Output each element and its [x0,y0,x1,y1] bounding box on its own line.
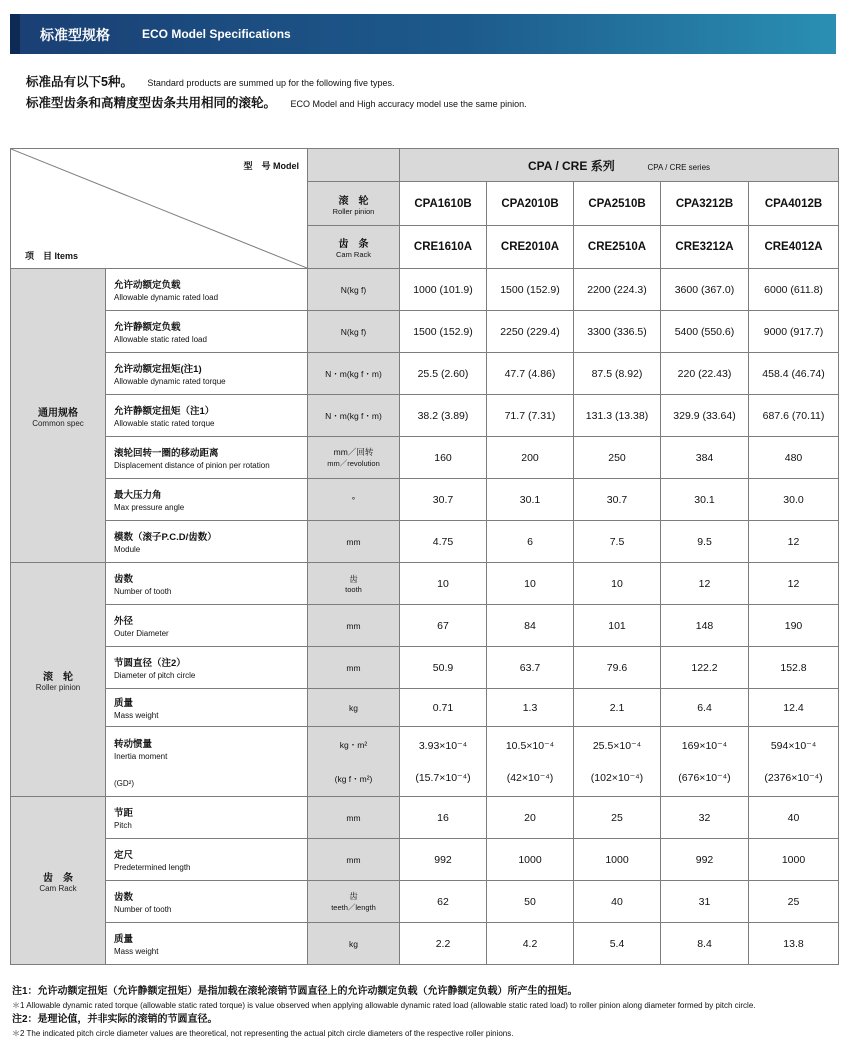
banner-title-cn: 标准型规格 [40,27,110,43]
spec-table [10,148,839,965]
param-cn: 外径 [114,616,134,627]
value-cell: 12 [749,563,839,605]
value-cell: 992 [661,839,749,881]
param-en: Module [114,545,141,554]
value-cell: 30.0 [749,479,839,521]
unit-cn: N・m(kg f・m) [325,368,382,379]
param-cn: 齿数 [114,892,134,903]
header-cn: 滚 轮 [338,195,369,207]
value-cell: 4.2 [487,923,574,965]
table-row [11,923,839,965]
model-label: 型 号 Model [243,161,299,171]
unit-cn: 齿 [349,891,358,901]
rack-model: CRE3212A [661,226,749,269]
value-cell: 190 [749,605,839,647]
value-cell: 160 [400,437,487,479]
gd-value: (102×10⁻⁴) [590,771,644,784]
value-cell: 12.4 [749,689,839,727]
value-cell: 62 [400,881,487,923]
group-label [11,269,106,563]
gd-value: (676×10⁻⁴) [678,771,731,784]
value-cell: 122.2 [661,647,749,689]
param-cn: 节距 [114,808,134,819]
param-label [106,395,308,437]
table-row [11,797,839,839]
group-label-en: Roller pinion [35,682,81,692]
unit-cell [308,353,400,395]
param-en: Allowable static rated torque [114,419,215,428]
table-row [11,479,839,521]
value-cell: 50.9 [400,647,487,689]
value-cell: 152.8 [749,647,839,689]
inertia-value: 3.93×10⁻⁴ [418,739,468,752]
value-cell: 687.6 (70.11) [749,395,839,437]
value-cell: 1000 [487,839,574,881]
value-cell: 2250 (229.4) [487,311,574,353]
footnotes [12,985,842,1041]
value-cell: 200 [487,437,574,479]
banner-accent [10,14,20,54]
value-cell: 10 [487,563,574,605]
param-cn: 允许静额定负载 [114,322,181,333]
value-cell: 5400 (550.6) [661,311,749,353]
rack-model: CRE1610A [400,226,487,269]
param-cn: 允许动额定扭矩(注1) [114,364,202,375]
group-label-en: Cam Rack [39,883,77,893]
group-label-cn: 通用规格 [38,407,78,419]
pinion-model: CPA3212B [661,182,749,226]
param-cn: 允许动额定负载 [114,280,181,291]
table-row [11,881,839,923]
unit-cell [308,881,400,923]
param-en: Predetermined length [114,863,191,872]
pinion-model: CPA4012B [749,182,839,226]
header-cn: 齿 条 [338,239,369,250]
param-label [106,647,308,689]
param-en: Outer Diameter [114,629,169,638]
param-en: Allowable dynamic rated load [114,293,219,302]
value-cell: 30.7 [574,479,661,521]
value-cell: 30.7 [400,479,487,521]
value-cell: 38.2 (3.89) [400,395,487,437]
gd-value: (2376×10⁻⁴) [764,771,823,784]
value-cell [574,727,661,797]
param-label [106,563,308,605]
value-cell: 8.4 [661,923,749,965]
table-row-inertia [11,727,839,797]
value-cell: 87.5 (8.92) [574,353,661,395]
value-cell: 30.1 [487,479,574,521]
param-label [106,605,308,647]
unit-cell [308,269,400,311]
param-label [106,797,308,839]
value-cell: 131.3 (13.38) [574,395,661,437]
intro-line-1 [26,72,395,91]
unit-cell [308,311,400,353]
table-row [11,839,839,881]
unit-cn: ° [351,494,356,505]
table-row [11,311,839,353]
table-row [11,647,839,689]
value-cell: 25 [749,881,839,923]
param-label [106,881,308,923]
unit-cn: mm [346,812,361,823]
value-cell: 6000 (611.8) [749,269,839,311]
value-cell: 2200 (224.3) [574,269,661,311]
value-cell: 384 [661,437,749,479]
param-label [106,839,308,881]
unit-cn: mm [346,620,361,631]
value-cell: 20 [487,797,574,839]
value-cell: 50 [487,881,574,923]
intro-cn: 标准型齿条和高精度型齿条共用相同的滚轮。 [26,96,277,110]
blank-cell [308,149,400,182]
unit-cell [308,563,400,605]
gd-value: (42×10⁻⁴) [506,771,554,784]
value-cell: 101 [574,605,661,647]
pinion-model: CPA1610B [400,182,487,226]
value-cell: 2.2 [400,923,487,965]
inertia-value: 10.5×10⁻⁴ [505,739,555,752]
value-cell: 25 [574,797,661,839]
param-en: Diameter of pitch circle [114,671,196,680]
value-cell: 2.1 [574,689,661,727]
series-subtitle: CPA / CRE series [647,162,711,172]
value-cell: 47.7 (4.86) [487,353,574,395]
value-cell: 1500 (152.9) [400,311,487,353]
value-cell: 31 [661,881,749,923]
value-cell: 6 [487,521,574,563]
param-en: Pitch [114,821,132,830]
table-row [11,395,839,437]
value-cell: 9.5 [661,521,749,563]
inertia-value: 169×10⁻⁴ [681,739,728,752]
param-label [106,521,308,563]
value-cell: 10 [400,563,487,605]
intro-en: ECO Model and High accuracy model use the same pinion. [290,99,527,109]
param-label [106,311,308,353]
value-cell [400,727,487,797]
unit-cn: 齿 [349,574,358,584]
param-cn: 齿数 [114,574,134,585]
series-title: CPA / CRE 系列 [528,158,615,173]
value-cell: 40 [574,881,661,923]
unit-cell [308,605,400,647]
param-en: Mass weight [114,711,159,720]
pinion-model: CPA2510B [574,182,661,226]
unit-cell [308,437,400,479]
rack-model: CRE4012A [749,226,839,269]
unit-cell [308,395,400,437]
unit-en: mm／revolution [327,459,380,468]
value-cell: 32 [661,797,749,839]
banner-title-en: ECO Model Specifications [142,27,291,41]
param-label [106,479,308,521]
value-cell: 4.75 [400,521,487,563]
param-en: Mass weight [114,947,159,956]
pinion-model: CPA2010B [487,182,574,226]
param-en: Number of tooth [114,905,172,914]
value-cell: 84 [487,605,574,647]
rack-model: CRE2010A [487,226,574,269]
inertia-value: 25.5×10⁻⁴ [592,739,642,752]
series-header [400,149,839,182]
table-row [11,605,839,647]
param-cn: 定尺 [114,850,134,861]
value-cell: 1000 [574,839,661,881]
param-en: Max pressure angle [114,503,185,512]
intro-line-2 [26,93,527,112]
param-en: Displacement distance of pinion per rotation [114,461,270,470]
param-label [106,353,308,395]
param-cn: 最大压力角 [114,490,162,501]
param-en: Allowable static rated load [114,335,207,344]
group-label-cn: 齿 条 [43,872,73,884]
value-cell: 1000 (101.9) [400,269,487,311]
value-cell: 5.4 [574,923,661,965]
gd-value: (15.7×10⁻⁴) [415,771,471,784]
gd-label: (GD²) [114,778,134,788]
group-label [11,797,106,965]
value-cell [487,727,574,797]
unit-cell [308,647,400,689]
inertia-value: 594×10⁻⁴ [770,739,817,752]
value-cell: 67 [400,605,487,647]
param-label [106,689,308,727]
note-2-en: ＊2 The indicated pitch circle diameter values are theoretical, not representing the actual pitch circle diameters of the respective roller pinions. [12,1029,514,1038]
table-row [11,563,839,605]
unit-cell [308,479,400,521]
table-row [11,689,839,727]
items-label: 项 目 Items [25,251,79,261]
unit-cn: N・m(kg f・m) [325,410,382,421]
unit-cell [308,839,400,881]
unit-cn: N(kg f) [340,284,367,295]
value-cell: 30.1 [661,479,749,521]
value-cell: 1.3 [487,689,574,727]
value-cell: 3300 (336.5) [574,311,661,353]
value-cell: 0.71 [400,689,487,727]
value-cell: 12 [661,563,749,605]
unit-cn: mm [346,662,361,673]
unit-cn: kg [349,702,358,713]
value-cell: 40 [749,797,839,839]
roller-pinion-header [308,182,400,226]
note-1-en: ＊1 Allowable dynamic rated torque (allowable static rated torque) is value observed when applying allowable dynamic rated load (allowable static rated load) to roller pinion along diameter formed by pitch circle. [12,1001,756,1010]
unit-cell [308,923,400,965]
param-cn: 模数（滚子P.C.D/齿数） [114,532,217,543]
unit-cn: mm [346,536,361,547]
value-cell: 1000 [749,839,839,881]
param-label [106,437,308,479]
unit-inertia: kg・m² [339,739,368,750]
group-label-en: Common spec [32,418,84,428]
param-cn: 转动惯量 [114,738,153,750]
value-cell: 25.5 (2.60) [400,353,487,395]
value-cell: 12 [749,521,839,563]
value-cell: 458.4 (46.74) [749,353,839,395]
table-corner [11,149,308,269]
rack-model: CRE2510A [574,226,661,269]
note-2-cn: 注2：是理论值，并非实际的滚销的节圆直径。 [12,1014,218,1025]
param-label [106,923,308,965]
param-label [106,727,308,797]
value-cell: 329.9 (33.64) [661,395,749,437]
value-cell: 220 (22.43) [661,353,749,395]
value-cell: 480 [749,437,839,479]
table-row [11,269,839,311]
unit-en: teeth／length [331,903,376,912]
param-cn: 节圆直径（注2） [114,658,186,669]
unit-cn: kg [349,938,358,949]
param-cn: 质量 [114,698,134,709]
value-cell: 250 [574,437,661,479]
section-banner [10,14,836,54]
group-label [11,563,106,797]
intro-en: Standard products are summed up for the following five types. [147,78,395,88]
param-cn: 允许静额定扭矩（注1） [114,406,215,417]
value-cell: 16 [400,797,487,839]
value-cell: 71.7 (7.31) [487,395,574,437]
table-row [11,353,839,395]
unit-gd: (kg f・m²) [334,773,373,784]
unit-cell [308,521,400,563]
param-cn: 质量 [114,934,134,945]
unit-en: tooth [345,585,362,594]
cam-rack-header [308,226,400,269]
param-en: Number of tooth [114,587,172,596]
value-cell: 1500 (152.9) [487,269,574,311]
param-en: Inertia moment [114,751,168,761]
value-cell [749,727,839,797]
value-cell: 3600 (367.0) [661,269,749,311]
group-label-cn: 滚 轮 [43,671,73,683]
value-cell: 79.6 [574,647,661,689]
unit-cell [308,727,400,797]
param-label [106,269,308,311]
unit-cn: N(kg f) [340,326,367,337]
value-cell: 7.5 [574,521,661,563]
table-row [11,437,839,479]
note-1-cn: 注1：允许动额定扭矩（允许静额定扭矩）是指加载在滚轮滚销节圆直径上的允许动额定负载（允许静额定负载）所产生的扭矩。 [12,986,578,997]
value-cell [661,727,749,797]
value-cell: 10 [574,563,661,605]
value-cell: 9000 (917.7) [749,311,839,353]
header-en: Cam Rack [335,250,371,259]
value-cell: 992 [400,839,487,881]
unit-cell [308,689,400,727]
param-en: Allowable dynamic rated torque [114,377,226,386]
unit-cn: mm／回转 [333,447,374,457]
table-row [11,521,839,563]
unit-cell [308,797,400,839]
param-cn: 滚轮回转一圈的移动距离 [114,448,219,459]
value-cell: 13.8 [749,923,839,965]
intro-cn: 标准品有以下5种。 [26,75,133,89]
unit-cn: mm [346,854,361,865]
header-en: Roller pinion [332,206,375,216]
value-cell: 63.7 [487,647,574,689]
value-cell: 6.4 [661,689,749,727]
value-cell: 148 [661,605,749,647]
